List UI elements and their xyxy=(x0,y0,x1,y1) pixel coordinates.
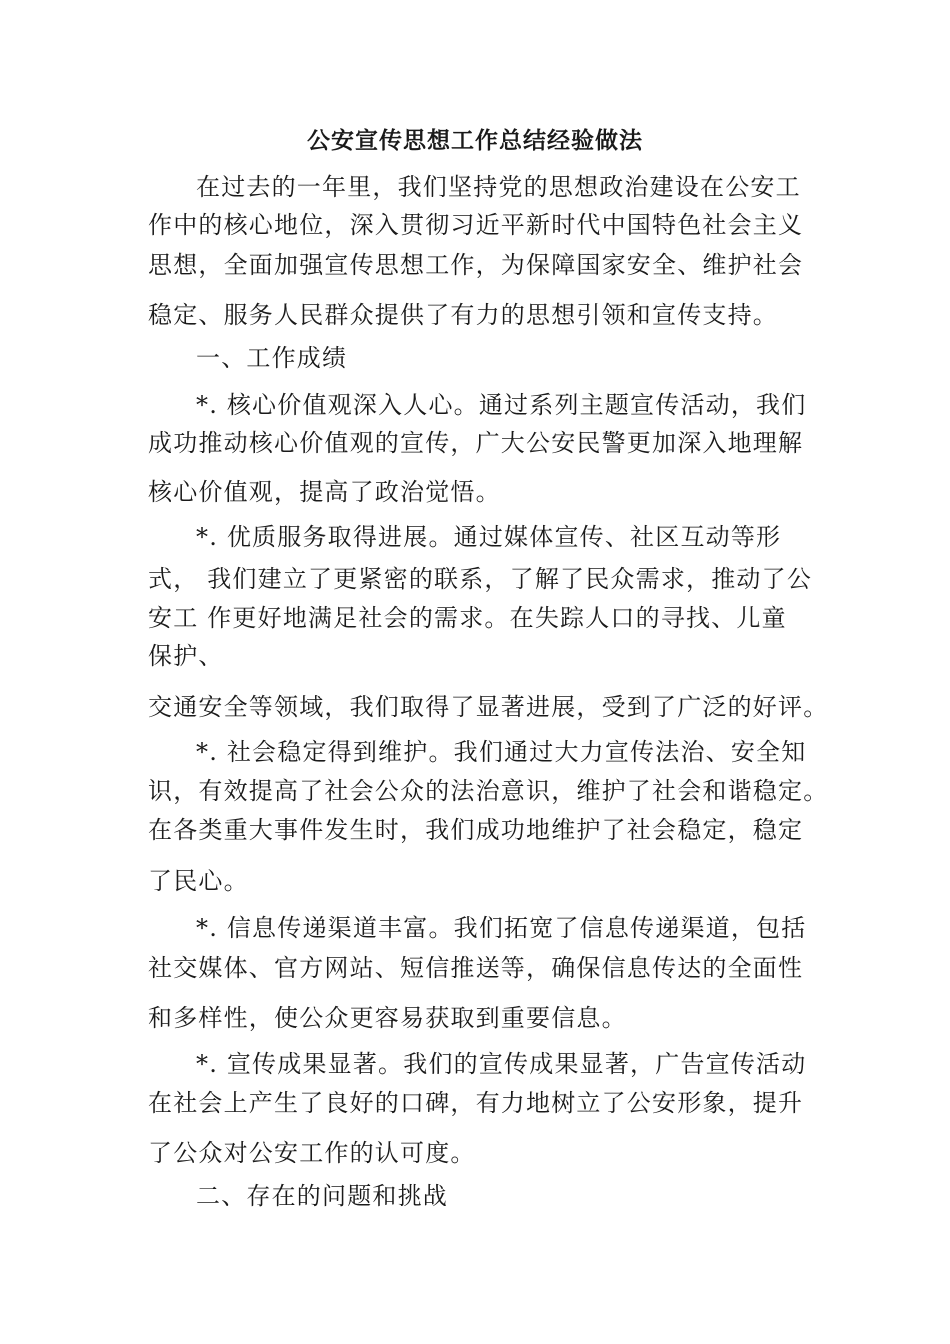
item-4-line-3: 和多样性，使公众更容易获取到重要信息。 xyxy=(148,1004,627,1032)
item-3-line-3: 在各类重大事件发生时，我们成功地维护了社会稳定，稳定 xyxy=(148,816,804,844)
intro-line-2: 作中的核心地位，深入贯彻习近平新时代中国特色社会主义 xyxy=(148,211,804,239)
item-2-line-4: 保护、 xyxy=(148,642,224,670)
item-3-line-4: 了民心。 xyxy=(148,867,249,895)
item-4-line-1: *. 信息传递渠道丰富。我们拓宽了信息传递渠道，包括 xyxy=(196,914,807,942)
item-2-line-5: 交通安全等领域，我们取得了显著进展，受到了广泛的好评。 xyxy=(148,693,829,721)
item-2-line-2: 式， 我们建立了更紧密的联系，了解了民众需求，推动了公 xyxy=(148,565,813,593)
item-5-line-1: *. 宣传成果显著。我们的宣传成果显著，广告宣传活动 xyxy=(196,1050,807,1078)
item-5-line-2: 在社会上产生了良好的口碑，有力地树立了公安形象，提升 xyxy=(148,1089,804,1117)
document-title: 公安宣传思想工作总结经验做法 xyxy=(307,127,643,154)
item-1-line-2: 成功推动核心价值观的宣传，广大公安民警更加深入地理解 xyxy=(148,429,804,457)
item-2-line-1: *. 优质服务取得进展。通过媒体宣传、社区互动等形 xyxy=(196,523,782,551)
item-2-line-3: 安工 作更好地满足社会的需求。在失踪人口的寻找、儿童 xyxy=(148,604,787,632)
section-heading-1: 一、工作成绩 xyxy=(196,344,348,372)
item-3-line-1: *. 社会稳定得到维护。我们通过大力宣传法治、安全知 xyxy=(196,738,807,766)
intro-line-4: 稳定、服务人民群众提供了有力的思想引领和宣传支持。 xyxy=(148,301,778,329)
item-3-line-2: 识，有效提高了社会公众的法治意识，维护了社会和谐稳定。 xyxy=(148,777,829,805)
item-4-line-2: 社交媒体、官方网站、短信推送等，确保信息传达的全面性 xyxy=(148,954,804,982)
intro-line-3: 思想，全面加强宣传思想工作，为保障国家安全、维护社会 xyxy=(148,251,804,279)
item-1-line-3: 核心价值观，提高了政治觉悟。 xyxy=(148,478,501,506)
section-heading-2: 二、存在的问题和挑战 xyxy=(196,1182,448,1210)
item-5-line-3: 了公众对公安工作的认可度。 xyxy=(148,1139,476,1167)
item-1-line-1: *. 核心价值观深入人心。通过系列主题宣传活动，我们 xyxy=(196,391,807,419)
intro-line-1: 在过去的一年里，我们坚持党的思想政治建设在公安工 xyxy=(196,173,801,201)
